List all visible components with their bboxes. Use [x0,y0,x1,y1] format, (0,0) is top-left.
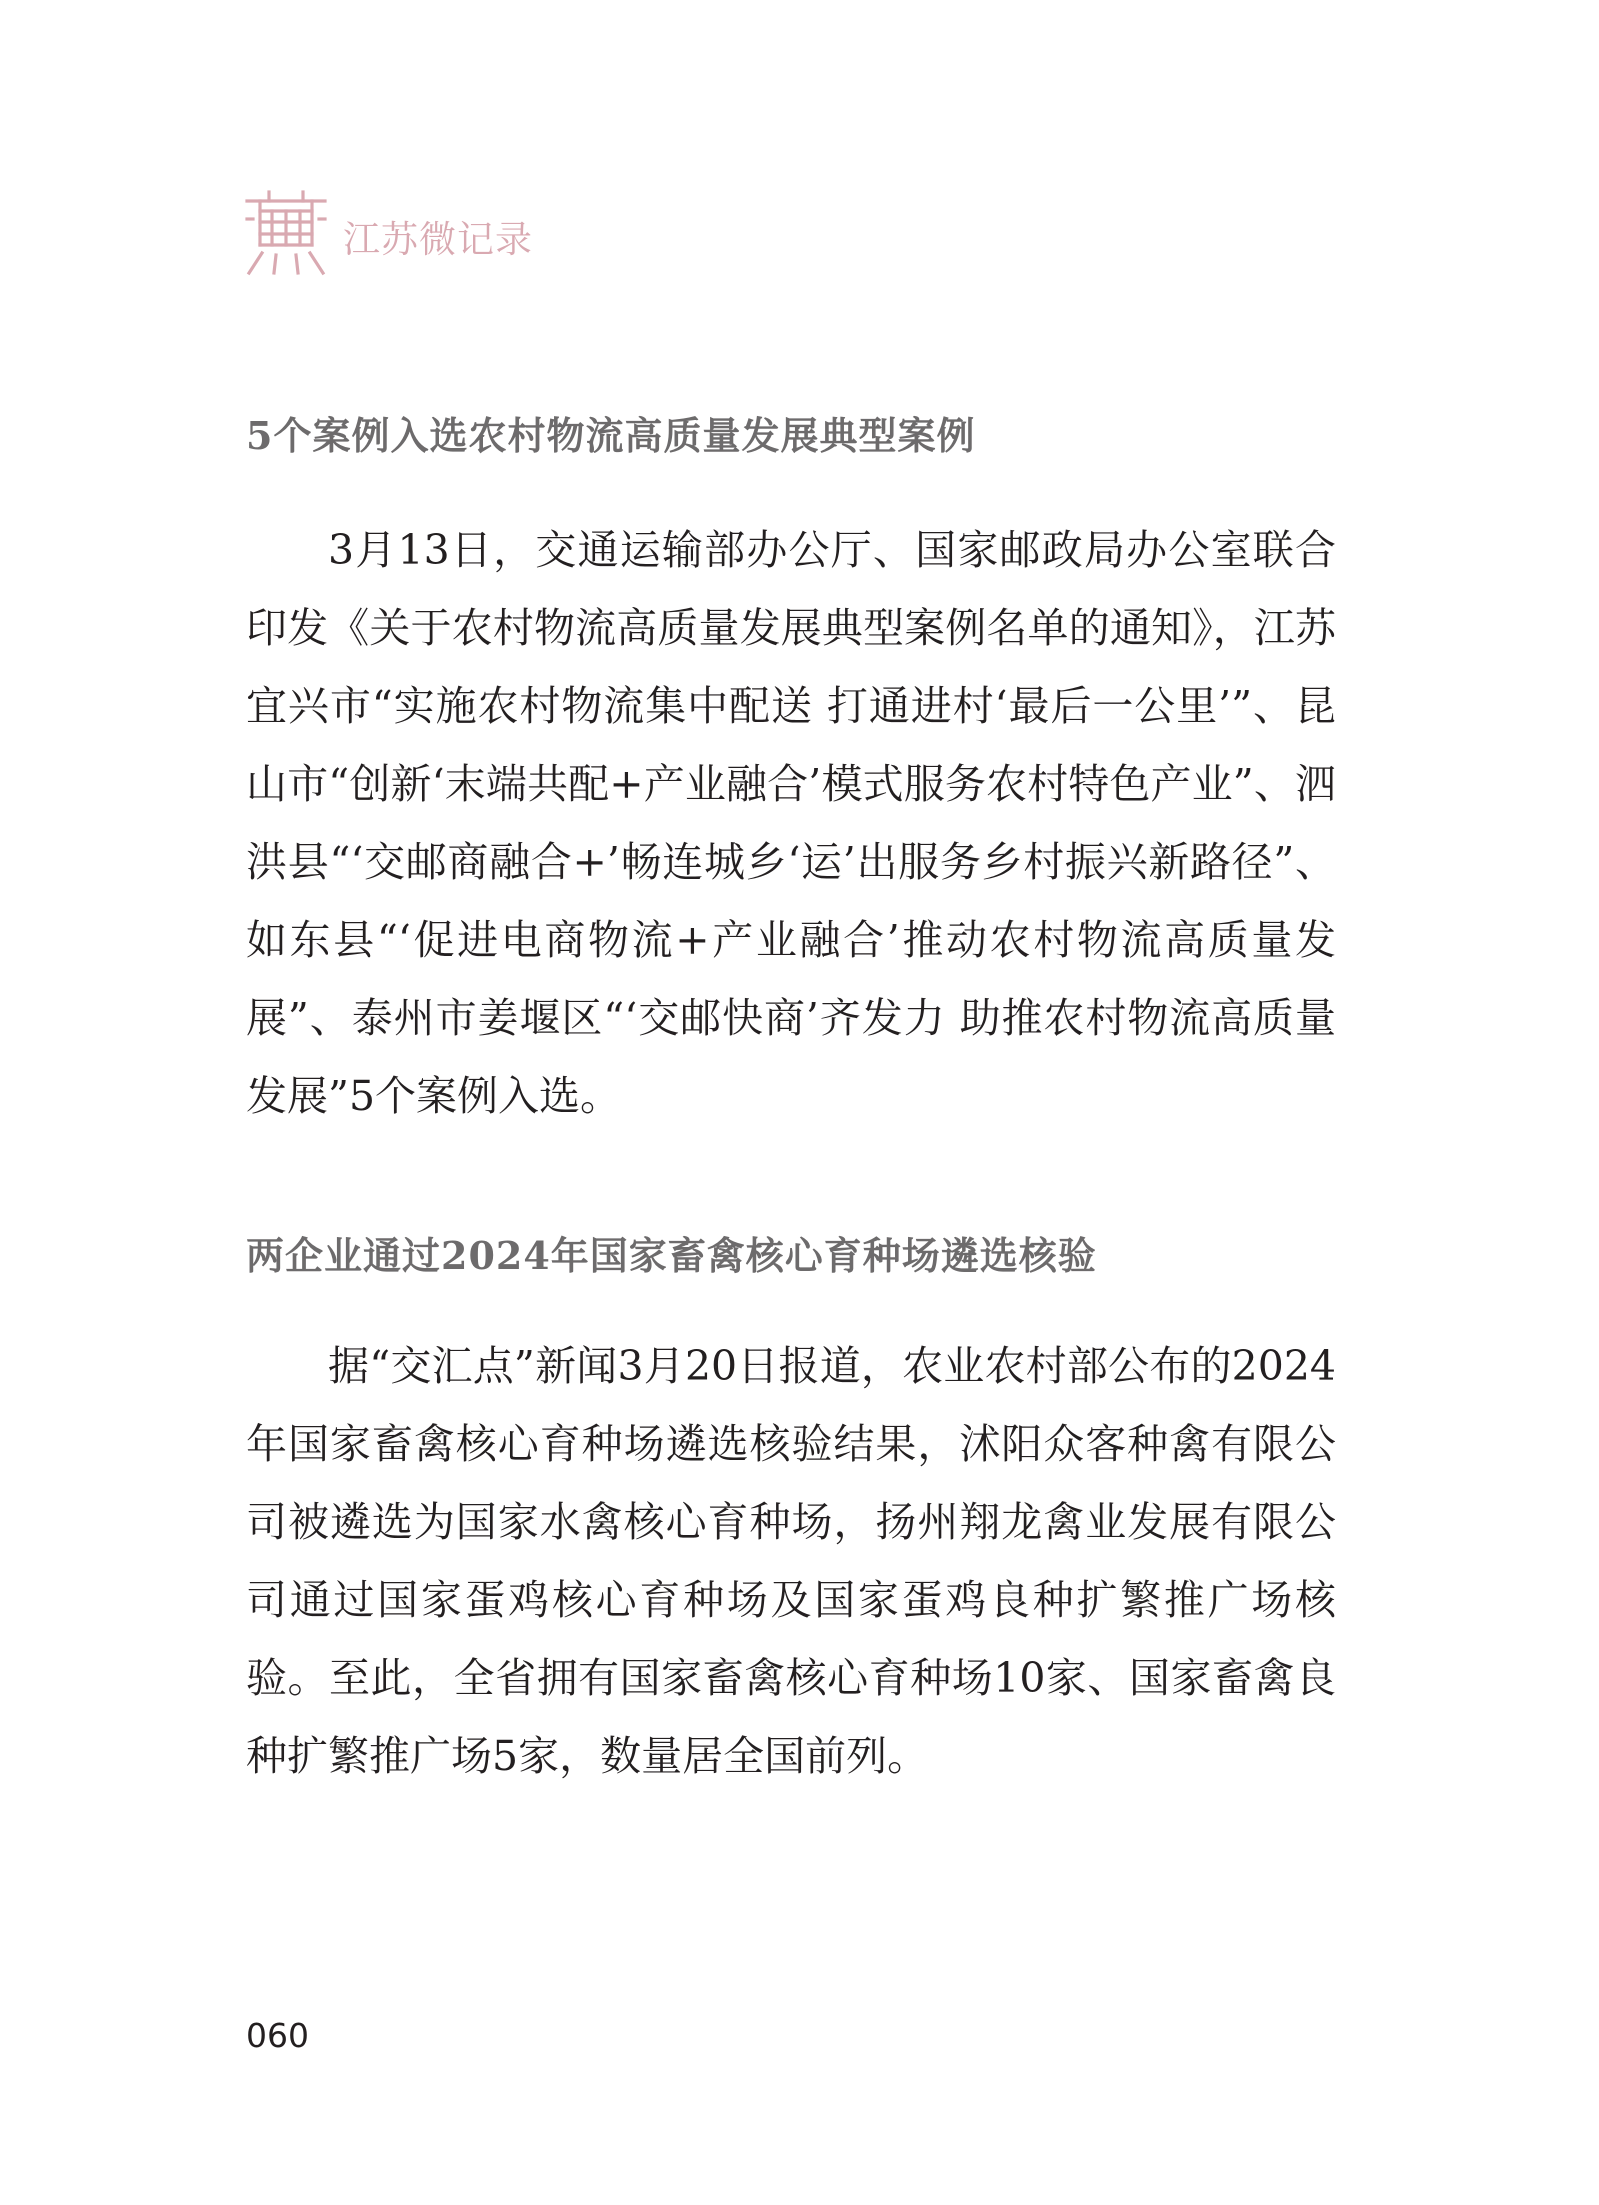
page-header [245,188,533,278]
section-paragraph: 3月13日，交通运输部办公厅、国家邮政局办公室联合印发《关于农村物流高质量发展典型案例名单的通知》，江苏宜兴市“实施农村物流集中配送 打通进村‘最后一公里’”、昆山市“创新‘末端共配+产业融合’模式服务农村特色产业”、泗洪县“‘交邮商融合+’畅连城乡‘运’出服务乡村振兴新路径”、如东县“‘促进电商物流+产业融合’推动农村物流高质量发展”、泰州市姜堰区“‘交邮快商’齐发力 助推农村物流高质量发展”5个案例入选。 [246,526,1336,1120]
jiangsu-ornament-icon [245,189,327,277]
news-section [246,405,1336,1135]
brand-title: 江苏微记录 [343,218,533,261]
page-number: 060 [246,2016,309,2055]
news-section [246,1225,1336,1795]
article-body [246,405,1336,1795]
section-title: 两企业通过2024年国家畜禽核心育种场遴选核验 [246,1233,1097,1278]
section-paragraph: 据“交汇点”新闻3月20日报道，农业农村部公布的2024年国家畜禽核心育种场遴选核验结果，沭阳众客种禽有限公司被遴选为国家水禽核心育种场，扬州翔龙禽业发展有限公司通过国家蛋鸡核心育种场及国家蛋鸡良种扩繁推广场核验。至此，全省拥有国家畜禽核心育种场10家、国家畜禽良种扩繁推广场5家，数量居全国前列。 [246,1342,1336,1780]
section-title: 5个案例入选农村物流高质量发展典型案例 [246,413,976,458]
